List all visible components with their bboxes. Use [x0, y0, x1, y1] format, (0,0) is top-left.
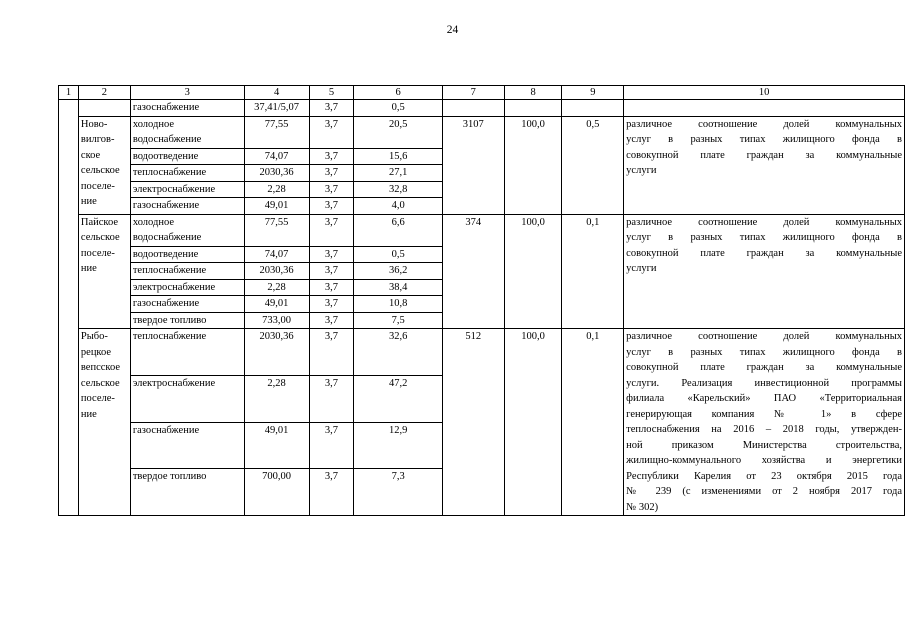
cell-tariff: 74,07 — [244, 246, 309, 263]
note-line: совокупной плате граждан за коммунальные — [626, 247, 902, 259]
cell-share: 0,5 — [354, 246, 443, 263]
note-line: № 302) — [626, 501, 659, 513]
note-line: услуг в разных типах жилищного фонда в — [626, 346, 902, 358]
cell-index: 3,7 — [309, 312, 354, 329]
cell-index: 3,7 — [309, 279, 354, 296]
settlement-name-line: сельское — [80, 377, 120, 389]
cell-service: теплоснабжение — [130, 165, 244, 182]
settlement-name-line: ние — [80, 263, 97, 274]
cell-tariff: 2,28 — [244, 279, 309, 296]
settlement-name — [78, 116, 130, 214]
cell-tariff: 74,07 — [244, 148, 309, 165]
note-line: № 239 (с изменениями от 2 ноября 2017 года — [626, 486, 902, 497]
note-cell — [624, 329, 905, 516]
cell-service: холодное водоснабжение — [130, 214, 244, 246]
cell-service: водоотведение — [130, 148, 244, 165]
cell-share: 4,0 — [354, 198, 443, 215]
cell-col1 — [59, 116, 79, 214]
note-line: услуги — [626, 263, 657, 274]
note-line: теплоснабжения на 2016 – 2018 годы, утвержден- — [626, 424, 902, 435]
settlement-name-line: Ново- — [80, 118, 108, 130]
cell-col7: 3107 — [442, 116, 504, 214]
settlement-name-line: поселе- — [80, 393, 115, 404]
cell-col7: 374 — [442, 214, 504, 329]
note-line: совокупной плате граждан за коммунальные — [626, 149, 902, 161]
note-line: совокупной плате граждан за коммунальные — [626, 362, 902, 373]
table-row — [59, 214, 905, 246]
cell-index: 3,7 — [309, 422, 354, 469]
cell-share: 0,5 — [354, 100, 443, 117]
cell-share: 12,9 — [354, 422, 443, 469]
settlement-name-line: ние — [80, 408, 97, 420]
cell-share: 15,6 — [354, 148, 443, 165]
settlement-name-line: ние — [80, 196, 97, 207]
note-line: различное соотношение долей коммунальных — [626, 118, 902, 130]
note-cell — [624, 214, 905, 329]
settlement-name-line: вепсское — [80, 362, 121, 373]
header-cell: 4 — [244, 86, 309, 100]
note-line: различное соотношение долей коммунальных — [626, 216, 902, 228]
cell-service: электроснабжение — [130, 279, 244, 296]
settlement-name-line: Рыбо- — [80, 331, 108, 342]
cell-share: 20,5 — [354, 116, 443, 148]
header-cell: 7 — [442, 86, 504, 100]
cell-col1 — [59, 329, 79, 516]
cell-service: холодное водоснабжение — [130, 116, 244, 148]
cell-index: 3,7 — [309, 214, 354, 246]
settlement-name-line: Пайское — [80, 216, 119, 228]
cell-col1 — [59, 214, 79, 329]
cell-index: 3,7 — [309, 329, 354, 376]
cell-tariff: 2,28 — [244, 375, 309, 422]
note-line: услуг в разных типах жилищного фонда в — [626, 134, 902, 145]
cell-index: 3,7 — [309, 181, 354, 198]
cell-tariff: 49,01 — [244, 198, 309, 215]
cell-col9: 0,1 — [562, 214, 624, 329]
cell-index: 3,7 — [309, 100, 354, 117]
table-body — [59, 100, 905, 516]
cell-share: 7,5 — [354, 312, 443, 329]
note-line: филиала «Карельский» ПАО «Территориальная — [626, 393, 902, 404]
header-cell: 8 — [504, 86, 562, 100]
cell-share: 36,2 — [354, 263, 443, 280]
cell-service: электроснабжение — [130, 181, 244, 198]
cell-col8 — [504, 100, 562, 117]
cell-settlement — [78, 100, 130, 117]
cell-index: 3,7 — [309, 263, 354, 280]
header-cell: 1 — [59, 86, 79, 100]
cell-tariff: 49,01 — [244, 422, 309, 469]
cell-note — [624, 100, 905, 117]
cell-service: газоснабжение — [130, 296, 244, 313]
cell-share: 38,4 — [354, 279, 443, 296]
cell-index: 3,7 — [309, 246, 354, 263]
cell-service: твердое топливо — [130, 469, 244, 516]
settlement-name-line: рецкое — [80, 346, 112, 358]
cell-tariff: 733,00 — [244, 312, 309, 329]
settlement-name-line: сельское — [80, 165, 120, 176]
header-cell: 2 — [78, 86, 130, 100]
cell-index: 3,7 — [309, 198, 354, 215]
header-cell: 10 — [624, 86, 905, 100]
cell-share: 7,3 — [354, 469, 443, 516]
header-cell: 3 — [130, 86, 244, 100]
note-line: Республики Карелия от 23 октября 2015 года — [626, 470, 902, 482]
cell-service: водоотведение — [130, 246, 244, 263]
cell-service: газоснабжение — [130, 100, 244, 117]
cell-col1 — [59, 100, 79, 117]
table-row — [59, 329, 905, 376]
cell-service: теплоснабжение — [130, 329, 244, 376]
cell-service: газоснабжение — [130, 198, 244, 215]
cell-share: 32,6 — [354, 329, 443, 376]
tariff-table — [58, 85, 905, 516]
cell-index: 3,7 — [309, 116, 354, 148]
note-line: жилищно-коммунального хозяйства и энергетики — [626, 455, 902, 466]
cell-tariff: 77,55 — [244, 214, 309, 246]
settlement-name-line: сельское — [80, 232, 120, 243]
cell-index: 3,7 — [309, 296, 354, 313]
cell-tariff: 2030,36 — [244, 263, 309, 280]
note-line: ной приказом Министерства строительства, — [626, 439, 902, 451]
cell-index: 3,7 — [309, 148, 354, 165]
cell-tariff: 2030,36 — [244, 329, 309, 376]
header-row — [59, 86, 905, 100]
header-cell: 9 — [562, 86, 624, 100]
cell-tariff: 700,00 — [244, 469, 309, 516]
cell-service: электроснабжение — [130, 375, 244, 422]
cell-share: 47,2 — [354, 375, 443, 422]
settlement-name-line: вилгов- — [80, 134, 115, 145]
cell-index: 3,7 — [309, 469, 354, 516]
cell-share: 32,8 — [354, 181, 443, 198]
cell-tariff: 77,55 — [244, 116, 309, 148]
header-cell: 6 — [354, 86, 443, 100]
cell-col7: 512 — [442, 329, 504, 516]
cell-col7 — [442, 100, 504, 117]
cell-col8: 100,0 — [504, 214, 562, 329]
note-line: услуги. Реализация инвестиционной программы — [626, 377, 902, 389]
note-line: услуг в разных типах жилищного фонда в — [626, 232, 902, 243]
note-line: генерирующая компания № 1» в сфере — [626, 408, 902, 420]
cell-col9: 0,5 — [562, 116, 624, 214]
cell-share: 10,8 — [354, 296, 443, 313]
settlement-name-line: поселе- — [80, 180, 115, 192]
cell-service: газоснабжение — [130, 422, 244, 469]
cell-tariff: 49,01 — [244, 296, 309, 313]
cell-share: 6,6 — [354, 214, 443, 246]
table-row — [59, 116, 905, 148]
cell-col9: 0,1 — [562, 329, 624, 516]
settlement-name — [78, 214, 130, 329]
settlement-name-line: ское — [80, 149, 101, 161]
note-cell — [624, 116, 905, 214]
settlement-name-line: поселе- — [80, 247, 115, 259]
cell-tariff: 2,28 — [244, 181, 309, 198]
cell-service: теплоснабжение — [130, 263, 244, 280]
settlement-name — [78, 329, 130, 516]
cell-col8: 100,0 — [504, 329, 562, 516]
cell-index: 3,7 — [309, 165, 354, 182]
cell-col9 — [562, 100, 624, 117]
note-line: различное соотношение долей коммунальных — [626, 331, 902, 342]
note-line: услуги — [626, 165, 657, 176]
table-row — [59, 100, 905, 117]
cell-tariff: 37,41/5,07 — [244, 100, 309, 117]
cell-col8: 100,0 — [504, 116, 562, 214]
cell-service: твердое топливо — [130, 312, 244, 329]
cell-index: 3,7 — [309, 375, 354, 422]
cell-tariff: 2030,36 — [244, 165, 309, 182]
cell-share: 27,1 — [354, 165, 443, 182]
page-number: 24 — [446, 24, 459, 36]
header-cell: 5 — [309, 86, 354, 100]
